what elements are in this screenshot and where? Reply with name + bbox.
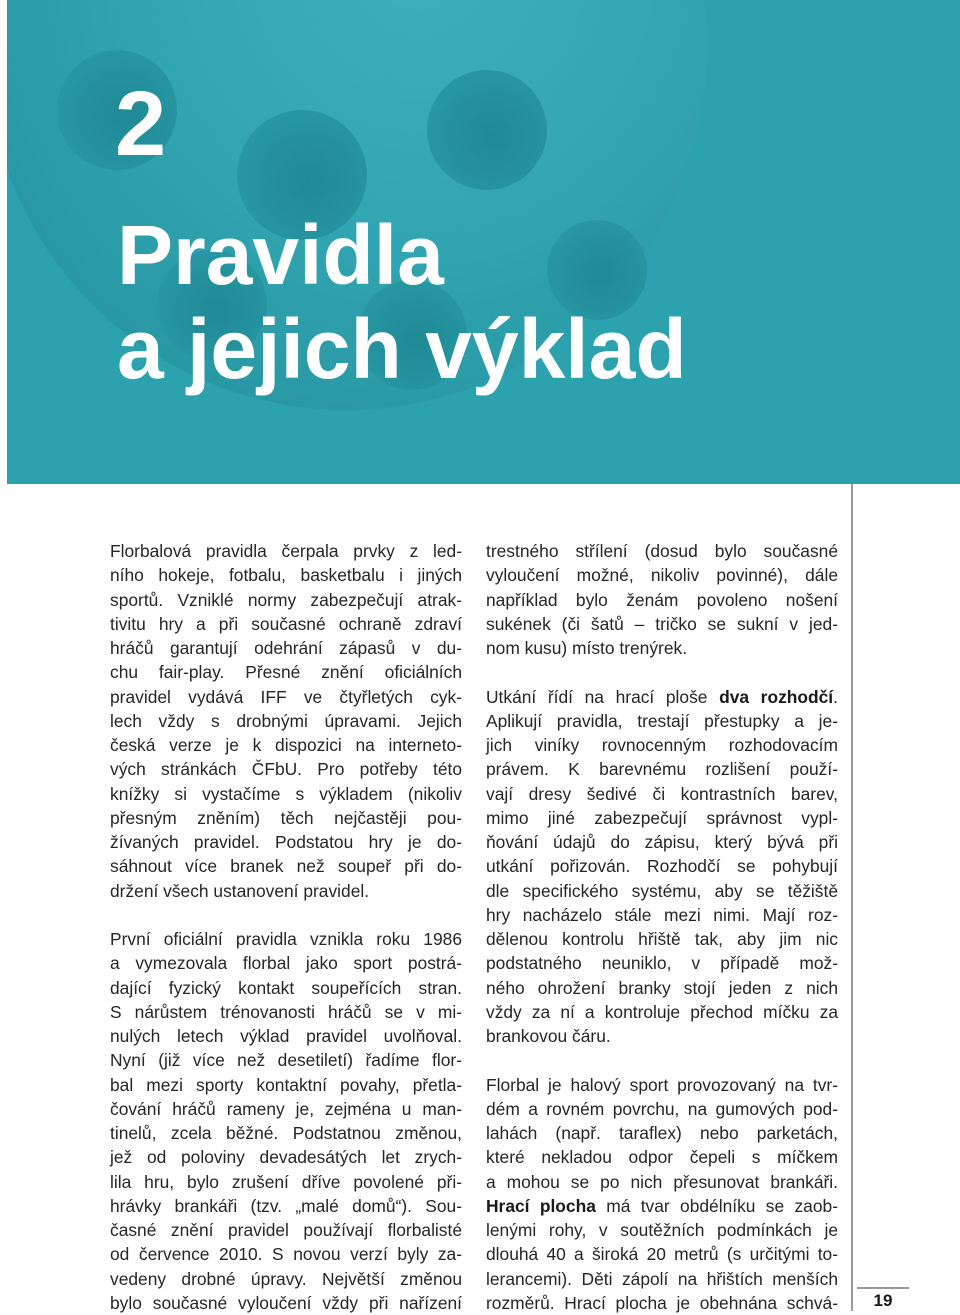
text-line: tivitu hry a při současné ochraně zdraví <box>110 613 462 634</box>
chapter-title-line-2: a jejich výklad <box>117 302 687 396</box>
vertical-divider <box>851 484 853 1311</box>
right-text-column <box>486 539 838 1315</box>
page-number: 19 <box>857 1287 909 1313</box>
text-line: ného ohrožení branky stojí jeden z nich <box>486 977 838 998</box>
text-line: dle specifického systému, aby se těžiště <box>486 880 838 901</box>
text-line: dělenou kontrolu hřiště tak, aby jim nic <box>486 929 838 949</box>
text-line: a mohou se po nich přesunovat brankáři. <box>486 1171 838 1192</box>
text-line: rozměrů. Hrací plocha je obehnána schvá- <box>486 1292 838 1313</box>
text-line: Nyní (již více než desetiletí) řadíme flor- <box>110 1050 462 1071</box>
text-line: nom kusu) místo trenýrek. <box>486 638 688 658</box>
text-line: dém a rovném povrchu, na gumových pod- <box>486 1098 838 1119</box>
text-line: přesným zněním) těch nejčastěji pou- <box>110 807 462 828</box>
paragraph-gap <box>110 903 462 927</box>
text-line: sáhnout více branek než soupeř při do- <box>110 856 462 877</box>
chapter-banner <box>7 0 960 484</box>
text-line: podstatného neuniklo, v případě mož- <box>486 953 838 974</box>
text-line: lech vždy s drobnými úpravami. Jejich <box>110 710 462 731</box>
chapter-number: 2 <box>115 73 167 175</box>
chapter-title-line-1: Pravidla <box>117 208 444 302</box>
text-line: vých stránkách ČFbU. Pro potřeby této <box>110 759 462 780</box>
paragraph-referees: Utkání řídí na hrací ploše dva rozhodčí. Aplikují pravidla, trestají přestupky a je- jich viníky rovnocenným rozhodovacím právem. K barevnému rozlišení použí- vají dresy šedivé či kontrastních barev, mimo jiné zabezpečují správnost vypl- ňování údajů do zápisu, který bývá při utkání pořizován. Rozhodčí se pohybují dle specifického systému, aby se těžiště hry nacházelo stále mezi nimi. Mají roz- dělenou kontrolu hřiště tak, aby jim nic podstatného neuniklo, v případě mož- ného ohrožení branky stojí jeden z nich vždy za ní a kontroluje přechod míčku za brankovou čáru. <box>486 685 838 1049</box>
text-line: trestného střílení (dosud bylo současné <box>486 541 838 561</box>
text-line: jež od poloviny devadesátých let zrych- <box>110 1147 462 1168</box>
text-line: žívaných pravidel. Podstatou hry je do- <box>110 832 462 852</box>
text-line: lila hru, bylo zrušení dříve povolené při- <box>110 1171 462 1192</box>
text-line: brankovou čáru. <box>486 1026 611 1046</box>
text-line: sukének (či šatů – tričko se sukní v jed- <box>486 613 838 634</box>
text-line: například bylo ženám povoleno nošení <box>486 589 838 610</box>
text-line: vají dresy šedivé či kontrastních barev, <box>486 783 838 804</box>
text-line: První oficiální pravidla vznikla roku 1986 <box>110 929 462 949</box>
text-line: knížky si vystačíme s výkladem (nikoliv <box>110 783 462 804</box>
text-line: tinelů, zcela běžné. Podstatnou změnou, <box>110 1123 462 1143</box>
text-line: lahách (např. taraflex) nebo parketách, <box>486 1123 838 1143</box>
text-line: čování hráčů rameny je, zejména u man- <box>110 1098 462 1119</box>
text-line: hrávky brankáři (tzv. „malé domů“). Sou- <box>110 1195 462 1216</box>
text-line: držení všech ustanovení pravidel. <box>110 880 370 901</box>
text-line: utkání pořizován. Rozhodčí se pohybují <box>486 856 838 877</box>
text-line: chu fair-play. Přesné znění oficiálních <box>110 662 462 683</box>
text-line: dlouhá 40 a široká 20 metrů (s určitými to- <box>486 1244 838 1265</box>
bold-term-referees: dva rozhodčí <box>719 686 834 707</box>
text-line: ního hokeje, fotbalu, basketbalu i jiných <box>110 565 462 586</box>
chapter-title <box>117 208 687 396</box>
text-line: Aplikují pravidla, trestají přestupky a je- <box>486 710 838 731</box>
text-line: mimo jiné zabezpečují správnost vypl- <box>486 807 838 828</box>
text-line: pravidel vydává IFF ve čtyřletých cyk- <box>110 686 462 707</box>
text-line: S nárůstem trénovanosti hráčů se v mi- <box>110 1001 462 1022</box>
text-line: ňování údajů do zápisu, který bývá při <box>486 832 838 852</box>
text-line: lenými rohy, v soutěžních podmínkách je <box>486 1220 838 1240</box>
text-line: nulých letech výklad pravidel uvolňoval. <box>110 1026 462 1046</box>
text-line: od července 2010. S novou verzí byly za- <box>110 1244 462 1265</box>
paragraph-playing-area: Hrací plocha má tvar obdélníku se zaob- lenými rohy, v soutěžních podmínkách je dlouhá 40 a široká 20 metrů (s určitými to- lerancemi). Děti zápolí na hřištích menších rozměrů. Hrací plocha je obehnána schvá- <box>486 1194 838 1315</box>
text-line: lerancemi). Děti zápolí na hřištích menších <box>486 1268 838 1289</box>
paragraph-surface <box>486 1073 838 1194</box>
text-line: bal mezi sporty kontaktní povahy, přetla- <box>110 1074 462 1095</box>
paragraph-penalty-shot <box>486 539 838 660</box>
text-line: které nekladou odpor čepeli s míčkem <box>486 1147 838 1168</box>
text-line: česká verze je k dispozici na interneto- <box>110 735 462 755</box>
text-line: sportů. Vzniklé normy zabezpečují atrak- <box>110 589 462 610</box>
text-line: Florbalová pravidla čerpala prvky z led- <box>110 541 462 561</box>
text-line: jich viníky rovnocenným rozhodovacím <box>486 735 838 755</box>
text-line: vedeny drobné úpravy. Největší změnou <box>110 1268 462 1289</box>
text-line: vyloučení možné, nikoliv povinné), dále <box>486 565 838 586</box>
text-line: hry nacházelo stále mezi nimi. Mají roz- <box>486 904 838 925</box>
text-line: vždy za ní a kontroluje přechod míčku za <box>486 1001 838 1022</box>
left-text-column <box>110 539 462 1315</box>
text-line: a vymezovala florbal jako sport postrá- <box>110 953 462 974</box>
text-line: bylo současné vyloučení vždy při nařízení <box>110 1292 462 1313</box>
text-line: Florbal je halový sport provozovaný na tvr- <box>486 1074 838 1095</box>
text-line: právem. K barevnému rozlišení použí- <box>486 759 838 780</box>
text-line: hráčů garantují odehrání zápasů v du- <box>110 638 462 658</box>
text-line: časné znění pravidel používají florbalisté <box>110 1220 462 1240</box>
bold-term-playing-area: Hrací plocha <box>486 1195 596 1216</box>
text-line: dající fyzický kontakt soupeřících stran. <box>110 977 462 998</box>
